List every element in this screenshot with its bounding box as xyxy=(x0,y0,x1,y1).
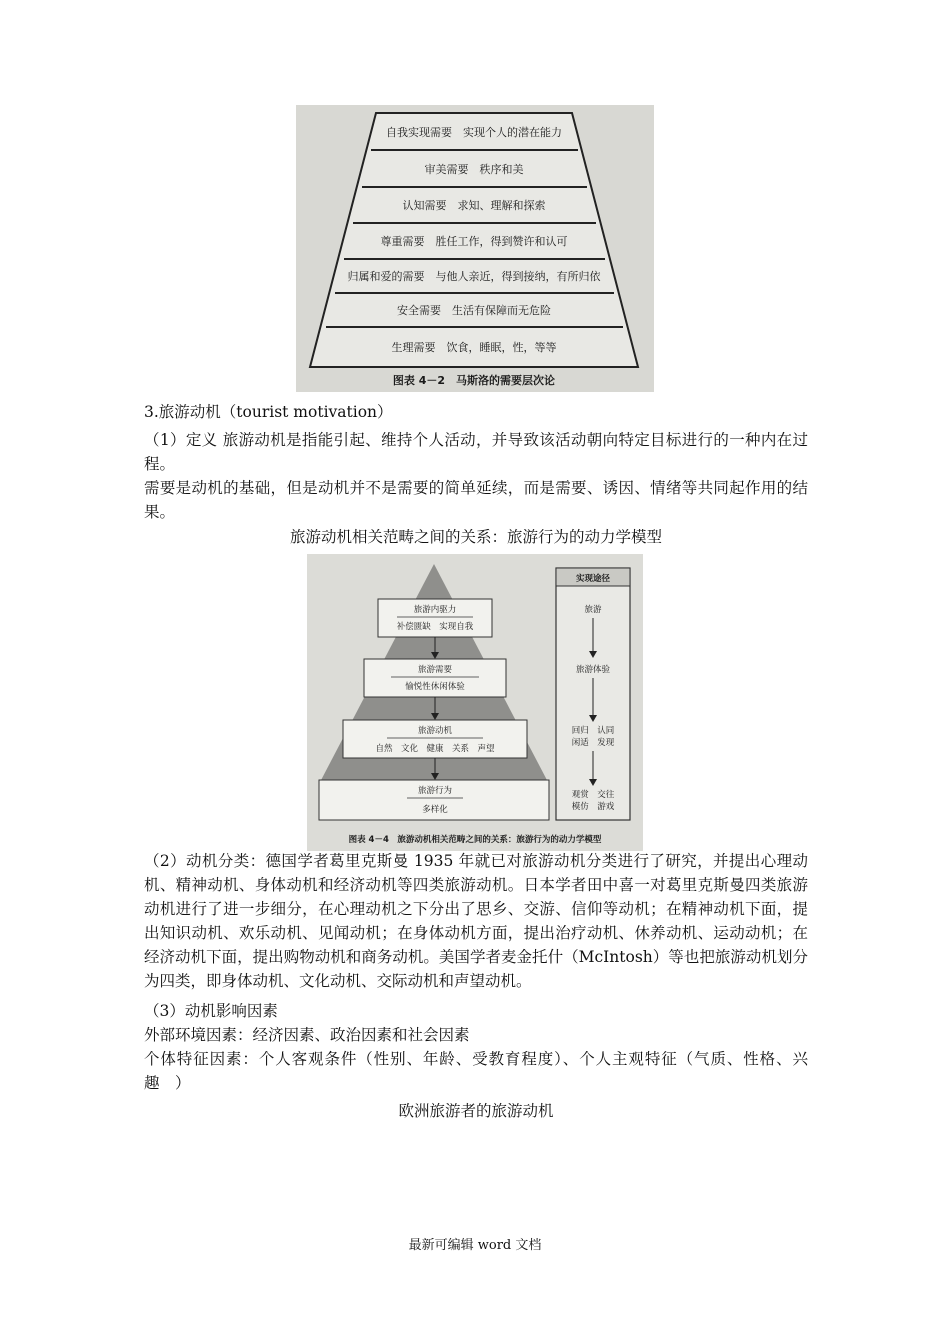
side-step-2: 旅游体验 xyxy=(575,665,611,675)
section-heading: 3.旅游动机（tourist motivation） xyxy=(144,403,393,421)
model-box-2-bottom: 愉悦性休闲体验 xyxy=(405,682,465,692)
individual-factors: 个体特征因素：个人客观条件（性别、年龄、受教育程度）、个人主观特征（气质、性格、兴趣 ） xyxy=(144,1050,808,1092)
model-box-1-top: 旅游内驱力 xyxy=(413,605,457,615)
model-box-3-top: 旅游动机 xyxy=(417,726,453,736)
model-caption: 图表 4－4 旅游动机相关范畴之间的关系：旅游行为的动力学模型 xyxy=(348,835,602,845)
maslow-level-2: 审美需要 秩序和美 xyxy=(424,163,524,176)
page-footer: 最新可编辑 word 文档 xyxy=(408,1238,542,1253)
definition-paragraph: （1）定义 旅游动机是指能引起、维持个人活动，并导致该活动朝向特定目标进行的一种内在过程。 xyxy=(144,431,808,473)
side-step-1: 旅游 xyxy=(584,605,602,615)
dynamics-model-figure xyxy=(307,554,643,851)
side-step-5: 观赏 交往 xyxy=(571,790,615,800)
europe-title: 欧洲旅游者的旅游动机 xyxy=(398,1102,554,1120)
basis-paragraph: 需要是动机的基础，但是动机并不是需要的简单延续，而是需要、诱因、情绪等共同起作用的结果。 xyxy=(144,479,808,521)
model-box-3-bottom: 自然 文化 健康 关系 声望 xyxy=(375,744,495,754)
model-box-2-top: 旅游需要 xyxy=(417,665,453,675)
model-box-4-top: 旅游行为 xyxy=(417,786,453,796)
maslow-level-4: 尊重需要 胜任工作，得到赞许和认可 xyxy=(380,235,568,248)
model-box-1-bottom: 补偿匮缺 实现自我 xyxy=(396,622,474,632)
factors-heading: （3）动机影响因素 xyxy=(144,1002,278,1020)
maslow-level-1: 自我实现需要 实现个人的潜在能力 xyxy=(386,126,562,139)
model-title: 旅游动机相关范畴之间的关系：旅游行为的动力学模型 xyxy=(289,528,662,546)
maslow-level-3: 认知需要 求知、理解和探索 xyxy=(402,199,546,212)
model-box-4-bottom: 多样化 xyxy=(422,805,448,815)
maslow-level-7: 生理需要 饮食，睡眠，性，等等 xyxy=(391,341,557,354)
side-step-3: 回归 认同 xyxy=(571,726,615,736)
side-step-4: 闲适 发现 xyxy=(571,738,615,748)
side-title: 实现途径 xyxy=(575,574,611,584)
maslow-level-6: 安全需要 生活有保障而无危险 xyxy=(397,304,551,317)
classification-paragraph: （2）动机分类：德国学者葛里克斯曼 1935 年就已对旅游动机分类进行了研究，并提出心理动机、精神动机、身体动机和经济动机等四类旅游动机。日本学者田中喜一对葛里克斯曼四类旅游动机进行了进一步细分，在心理动机之下分出了思乡、交游、信仰等动机；在精神动机下面，提出知识动机、欢乐动机、见闻动机；在身体动机方面，提出治疗动机、休养动机、运动动机；在经济动机下面，提出购物动机和商务动机。美国学者麦金托什（McIntosh）等也把旅游动机划分为四类，即身体动机、文化动机、交际动机和声望动机。 xyxy=(144,852,808,990)
side-step-6: 模仿 游戏 xyxy=(571,802,615,812)
maslow-figure xyxy=(296,105,654,392)
maslow-caption: 图表 4－2 马斯洛的需要层次论 xyxy=(392,374,556,387)
external-factors: 外部环境因素：经济因素、政治因素和社会因素 xyxy=(144,1026,470,1044)
maslow-level-5: 归属和爱的需要 与他人亲近，得到接纳，有所归依 xyxy=(347,270,601,283)
